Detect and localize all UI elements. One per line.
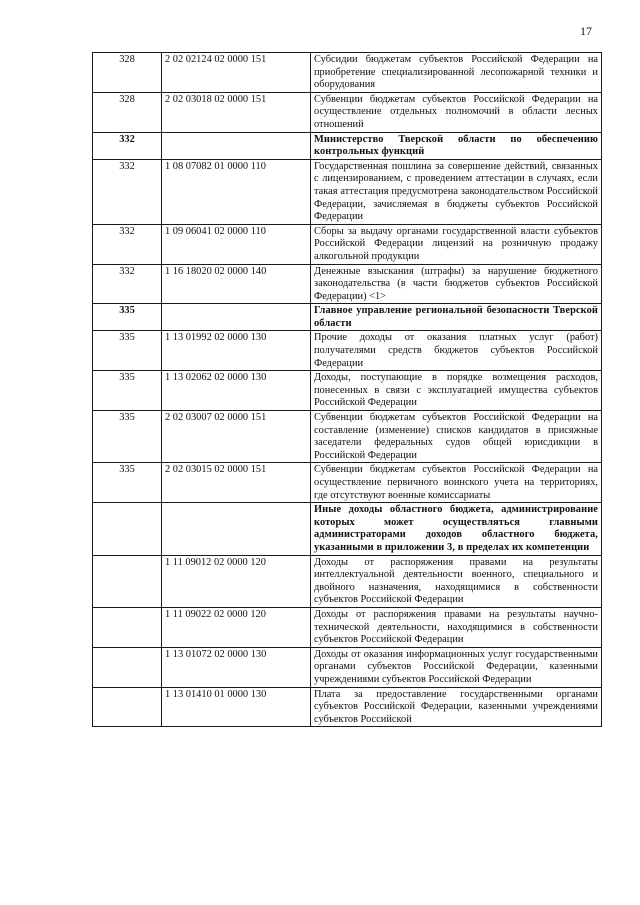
revenue-name-cell: Государственная пошлина за совершение действий, связанных с лицензированием, с проведением аттестации в случаях, если такая аттестация предусмотрена законодательством Российской Федерации, зачисляемая в бюджеты субъектов Российской Федерации: [311, 159, 602, 224]
revenue-name-cell: Плата за предоставление государственными органами субъектов Российской Федерации, казенными учреждениями субъектов Российской: [311, 687, 602, 727]
admin-code-cell: 335: [93, 463, 162, 503]
revenue-code-cell: [162, 132, 311, 159]
revenue-name-cell: Денежные взыскания (штрафы) за нарушение бюджетного законодательства (в части бюджетов субъектов Российской Федерации) <1>: [311, 264, 602, 304]
revenue-code-cell: 2 02 02124 02 0000 151: [162, 53, 311, 93]
admin-code-cell: 335: [93, 331, 162, 371]
table-row: [93, 264, 602, 304]
revenue-name-cell: Субвенции бюджетам субъектов Российской Федерации на осуществление отдельных полномочий в области лесных отношений: [311, 92, 602, 132]
table-row: [93, 304, 602, 331]
revenue-name-cell: Иные доходы областного бюджета, администрирование которых может осуществляться главными администраторами доходов областного бюджета, указанными в приложении 3, в пределах их компетенции: [311, 503, 602, 555]
revenue-code-cell: 1 08 07082 01 0000 110: [162, 159, 311, 224]
table-row: [93, 555, 602, 607]
table-row: [93, 411, 602, 463]
revenue-name-cell: Министерство Тверской области по обеспечению контрольных функций: [311, 132, 602, 159]
revenue-code-cell: 1 09 06041 02 0000 110: [162, 224, 311, 264]
table-row: [93, 607, 602, 647]
table-row: [93, 53, 602, 93]
revenue-name-cell: Главное управление региональной безопасности Тверской области: [311, 304, 602, 331]
admin-code-cell: [93, 555, 162, 607]
admin-code-cell: 328: [93, 53, 162, 93]
admin-code-cell: 328: [93, 92, 162, 132]
admin-code-cell: [93, 647, 162, 687]
revenue-code-cell: 1 13 01992 02 0000 130: [162, 331, 311, 371]
admin-code-cell: 335: [93, 304, 162, 331]
revenue-name-cell: Доходы от распоряжения правами на результаты научно-технической деятельности, находящимися в собственности субъектов Российской Федерации: [311, 607, 602, 647]
table-body: [93, 53, 602, 727]
admin-code-cell: [93, 687, 162, 727]
revenue-name-cell: Прочие доходы от оказания платных услуг (работ) получателями средств бюджетов субъектов Российской Федерации: [311, 331, 602, 371]
table-row: [93, 92, 602, 132]
admin-code-cell: 332: [93, 264, 162, 304]
revenue-code-cell: 2 02 03015 02 0000 151: [162, 463, 311, 503]
revenue-name-cell: Доходы, поступающие в порядке возмещения расходов, понесенных в связи с эксплуатацией имущества субъектов Российской Федерации: [311, 371, 602, 411]
revenue-code-cell: 2 02 03007 02 0000 151: [162, 411, 311, 463]
revenue-code-table: [92, 52, 602, 727]
revenue-name-cell: Доходы от оказания информационных услуг государственными органами субъектов Российской Федерации, казенными учреждениями субъектов Российской Федерации: [311, 647, 602, 687]
revenue-code-cell: 1 13 02062 02 0000 130: [162, 371, 311, 411]
table-row: [93, 159, 602, 224]
revenue-name-cell: Субвенции бюджетам субъектов Российской Федерации на составление (изменение) списков кандидатов в присяжные заседатели федеральных судов общей юрисдикции в Российской Федерации: [311, 411, 602, 463]
admin-code-cell: 335: [93, 371, 162, 411]
admin-code-cell: 332: [93, 132, 162, 159]
table-row: [93, 132, 602, 159]
table-row: [93, 503, 602, 555]
revenue-code-cell: 1 11 09012 02 0000 120: [162, 555, 311, 607]
table-row: [93, 224, 602, 264]
revenue-code-cell: 1 11 09022 02 0000 120: [162, 607, 311, 647]
revenue-code-cell: 1 13 01410 01 0000 130: [162, 687, 311, 727]
revenue-code-cell: 1 16 18020 02 0000 140: [162, 264, 311, 304]
revenue-code-cell: 2 02 03018 02 0000 151: [162, 92, 311, 132]
admin-code-cell: 332: [93, 159, 162, 224]
admin-code-cell: 332: [93, 224, 162, 264]
revenue-name-cell: Субвенции бюджетам субъектов Российской Федерации на осуществление первичного воинского учета на территориях, где отсутствуют военные комиссариаты: [311, 463, 602, 503]
admin-code-cell: [93, 607, 162, 647]
revenue-code-cell: [162, 304, 311, 331]
revenue-name-cell: Субсидии бюджетам субъектов Российской Федерации на приобретение специализированной лесопожарной техники и оборудования: [311, 53, 602, 93]
table-row: [93, 463, 602, 503]
revenue-code-cell: 1 13 01072 02 0000 130: [162, 647, 311, 687]
admin-code-cell: 335: [93, 411, 162, 463]
table-row: [93, 331, 602, 371]
table-row: [93, 687, 602, 727]
table-row: [93, 371, 602, 411]
table-row: [93, 647, 602, 687]
revenue-code-cell: [162, 503, 311, 555]
page-number: 17: [580, 24, 592, 38]
revenue-name-cell: Доходы от распоряжения правами на результаты интеллектуальной деятельности военного, специального и двойного назначения, находящимися в собственности субъектов Российской Федерации: [311, 555, 602, 607]
admin-code-cell: [93, 503, 162, 555]
revenue-name-cell: Сборы за выдачу органами государственной власти субъектов Российской Федерации лицензий на розничную продажу алкогольной продукции: [311, 224, 602, 264]
